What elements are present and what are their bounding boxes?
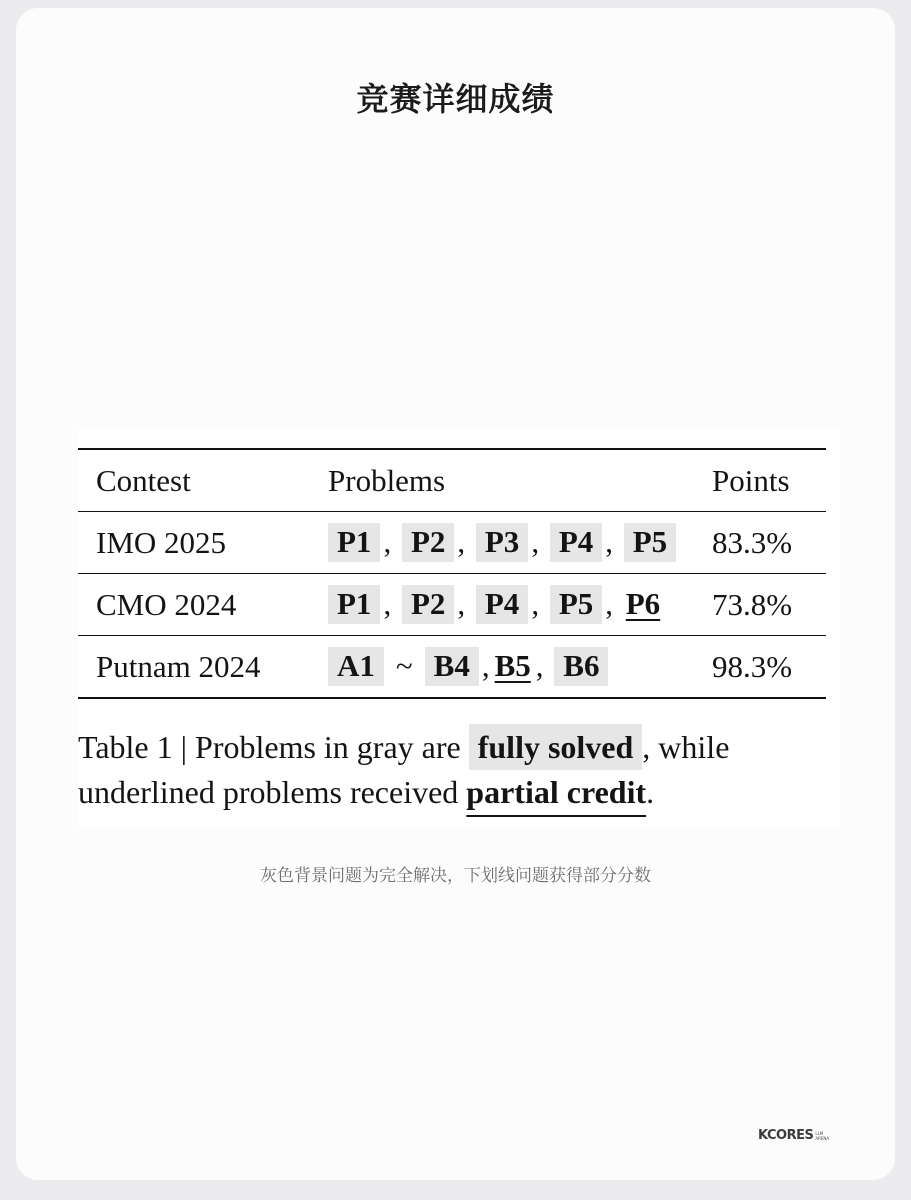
page-title: 竞赛详细成绩 (356, 80, 555, 118)
header-problems: Problems (328, 462, 446, 498)
table-header-row (78, 449, 826, 512)
header-points: Points (712, 462, 790, 498)
problems-cell: P1 , P2 , P3 , P4 , P5 (328, 512, 712, 574)
table-row (78, 636, 826, 699)
table-caption (78, 724, 838, 815)
contest-name: Putnam 2024 (96, 648, 261, 684)
results-figure (78, 428, 840, 828)
caption-fully-solved: fully solved (469, 724, 643, 770)
problem-partial: B5 (494, 648, 531, 683)
problem-solved: B6 (554, 647, 608, 686)
kcores-logo (758, 1128, 829, 1143)
problem-partial: P6 (625, 586, 661, 621)
header-contest: Contest (96, 462, 191, 498)
contest-name: CMO 2024 (96, 586, 237, 622)
problems-cell: A1 ~ B4 , B5 , B6 (328, 636, 712, 699)
content-card (16, 8, 895, 1180)
problem-solved: P1 (328, 523, 380, 562)
table-row (78, 512, 826, 574)
problem-solved: P3 (476, 523, 528, 562)
logo-sub-bottom: ARENA (815, 1135, 830, 1141)
contest-name: IMO 2025 (96, 524, 227, 560)
table-row (78, 574, 826, 636)
logo-sub-top: LLM (815, 1130, 824, 1136)
caption-middle: , while underlined problems received (78, 729, 730, 810)
results-table (78, 448, 826, 699)
range-tilde: ~ (395, 648, 413, 683)
problem-solved: P5 (624, 523, 676, 562)
problems-cell: P1 , P2 , P4 , P5 , P6 (328, 574, 712, 636)
problem-solved: B4 (425, 647, 479, 686)
logo-text: KCORES (758, 1128, 814, 1143)
problem-solved: P5 (550, 585, 602, 624)
problem-solved: P2 (402, 523, 454, 562)
caption-partial-credit: partial credit (466, 774, 647, 810)
logo-subtext (815, 1131, 829, 1141)
problem-solved: P4 (476, 585, 528, 624)
problem-solved: A1 (328, 647, 384, 686)
page-subtitle: 灰色背景问题为完全解决，下划线问题获得部分分数 (260, 866, 651, 886)
problem-solved: P4 (550, 523, 602, 562)
caption-suffix: . (646, 774, 655, 810)
problem-solved: P2 (402, 585, 454, 624)
points-value: 98.3% (712, 648, 793, 684)
problem-solved: P1 (328, 585, 380, 624)
points-value: 73.8% (712, 586, 793, 622)
points-value: 83.3% (712, 524, 793, 560)
caption-prefix: Table 1 | Problems in gray are (78, 729, 461, 765)
